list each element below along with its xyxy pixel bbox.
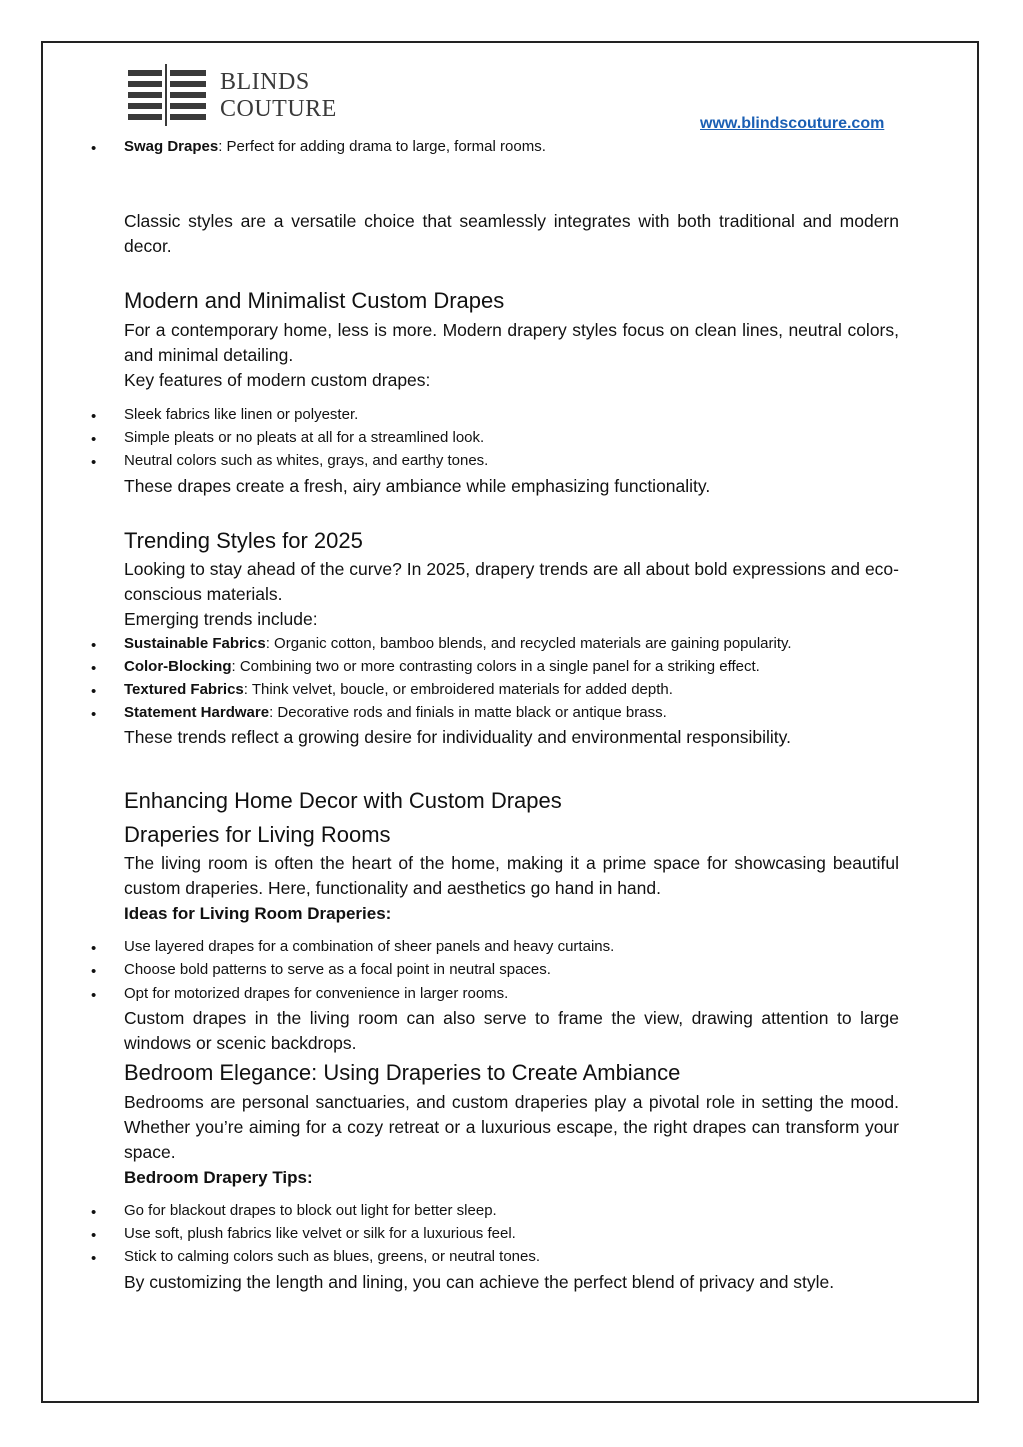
- trending-closing: These trends reflect a growing desire for individuality and environmental responsibility.: [124, 727, 791, 747]
- list-item: Use soft, plush fabrics like velvet or silk for a luxurious feel.: [124, 1225, 516, 1242]
- living-room-closing: Custom drapes in the living room can also serve to frame the view, drawing attention to large windows or scenic backdrops.: [124, 1008, 899, 1053]
- list-item: Stick to calming colors such as blues, greens, or neutral tones.: [124, 1248, 541, 1265]
- modern-features-intro: Key features of modern custom drapes:: [124, 370, 431, 390]
- list-item: Opt for motorized drapes for convenience in larger rooms.: [124, 985, 509, 1002]
- bullet-icon: •: [91, 454, 97, 471]
- list-item-bold: Color-Blocking: [124, 658, 232, 675]
- blinds-couture-logo: [128, 64, 358, 126]
- list-item: Go for blackout drapes to block out light for better sleep.: [124, 1202, 497, 1219]
- living-room-ideas-heading: Ideas for Living Room Draperies:: [124, 904, 392, 923]
- enhancing-heading: Enhancing Home Decor with Custom Drapes: [124, 788, 562, 813]
- bullet-icon: •: [91, 140, 97, 157]
- modern-closing: These drapes create a fresh, airy ambiance while emphasizing functionality.: [124, 476, 711, 496]
- bullet-icon: •: [91, 683, 97, 700]
- list-item: [124, 703, 667, 723]
- modern-heading: Modern and Minimalist Custom Drapes: [124, 288, 505, 313]
- list-item: Sleek fabrics like linen or polyester.: [124, 406, 359, 423]
- bedroom-tips-heading: Bedroom Drapery Tips:: [124, 1168, 313, 1187]
- list-item: [124, 657, 760, 677]
- classic-paragraph: Classic styles are a versatile choice that seamlessly integrates with both traditional and modern decor.: [124, 211, 899, 256]
- list-item-bold: Swag Drapes: [124, 138, 219, 155]
- list-item: [124, 634, 792, 654]
- bullet-icon: •: [91, 963, 97, 980]
- logo-text-blinds: BLINDS: [220, 69, 310, 95]
- bullet-icon: •: [91, 408, 97, 425]
- living-room-paragraph: The living room is often the heart of the home, making it a prime space for showcasing beautiful custom draperies. Here, functionality and aesthetics go hand in hand.: [124, 853, 899, 898]
- list-item-text: : Combining two or more contrasting colors in a single panel for a striking effect.: [231, 658, 760, 675]
- list-item-text: : Think velvet, boucle, or embroidered materials for added depth.: [243, 681, 673, 698]
- trending-intro: Emerging trends include:: [124, 609, 318, 629]
- list-item: Choose bold patterns to serve as a focal point in neutral spaces.: [124, 961, 551, 978]
- bullet-icon: •: [91, 987, 97, 1004]
- list-item: Use layered drapes for a combination of sheer panels and heavy curtains.: [124, 938, 615, 955]
- trending-paragraph: Looking to stay ahead of the curve? In 2025, drapery trends are all about bold expressions and eco-conscious materials.: [124, 559, 899, 604]
- list-item: Simple pleats or no pleats at all for a streamlined look.: [124, 429, 485, 446]
- list-item: [124, 137, 546, 157]
- list-item-bold: Statement Hardware: [124, 704, 270, 721]
- list-item-text: : Perfect for adding drama to large, formal rooms.: [218, 138, 546, 155]
- list-item: Neutral colors such as whites, grays, and earthy tones.: [124, 452, 489, 469]
- bullet-icon: •: [91, 1250, 97, 1267]
- bullet-icon: •: [91, 706, 97, 723]
- list-item-bold: Textured Fabrics: [124, 681, 244, 698]
- bedroom-heading: Bedroom Elegance: Using Draperies to Create Ambiance: [124, 1060, 681, 1085]
- bullet-icon: •: [91, 940, 97, 957]
- bedroom-paragraph: Bedrooms are personal sanctuaries, and custom draperies play a pivotal role in setting the mood. Whether you’re aiming for a cozy retreat or a luxurious escape, the right drapes can transform your space.: [124, 1092, 899, 1162]
- list-item-text: : Organic cotton, bamboo blends, and recycled materials are gaining popularity.: [265, 635, 792, 652]
- bullet-icon: •: [91, 637, 97, 654]
- website-link[interactable]: www.blindscouture.com: [700, 115, 885, 132]
- list-item: [124, 680, 673, 700]
- bullet-icon: •: [91, 1227, 97, 1244]
- list-item-bold: Sustainable Fabrics: [124, 635, 266, 652]
- trending-heading: Trending Styles for 2025: [124, 528, 363, 553]
- bullet-icon: •: [91, 431, 97, 448]
- bullet-icon: •: [91, 1204, 97, 1221]
- bullet-icon: •: [91, 660, 97, 677]
- list-item-text: : Decorative rods and finials in matte black or antique brass.: [269, 704, 667, 721]
- modern-paragraph: For a contemporary home, less is more. Modern drapery styles focus on clean lines, neutral colors, and minimal detailing.: [124, 320, 899, 365]
- logo-text-couture: COUTURE: [220, 96, 337, 122]
- living-room-subheading: Draperies for Living Rooms: [124, 822, 391, 847]
- bedroom-closing: By customizing the length and lining, you can achieve the perfect blend of privacy and style.: [124, 1272, 835, 1292]
- blinds-logo-icon: [128, 64, 208, 126]
